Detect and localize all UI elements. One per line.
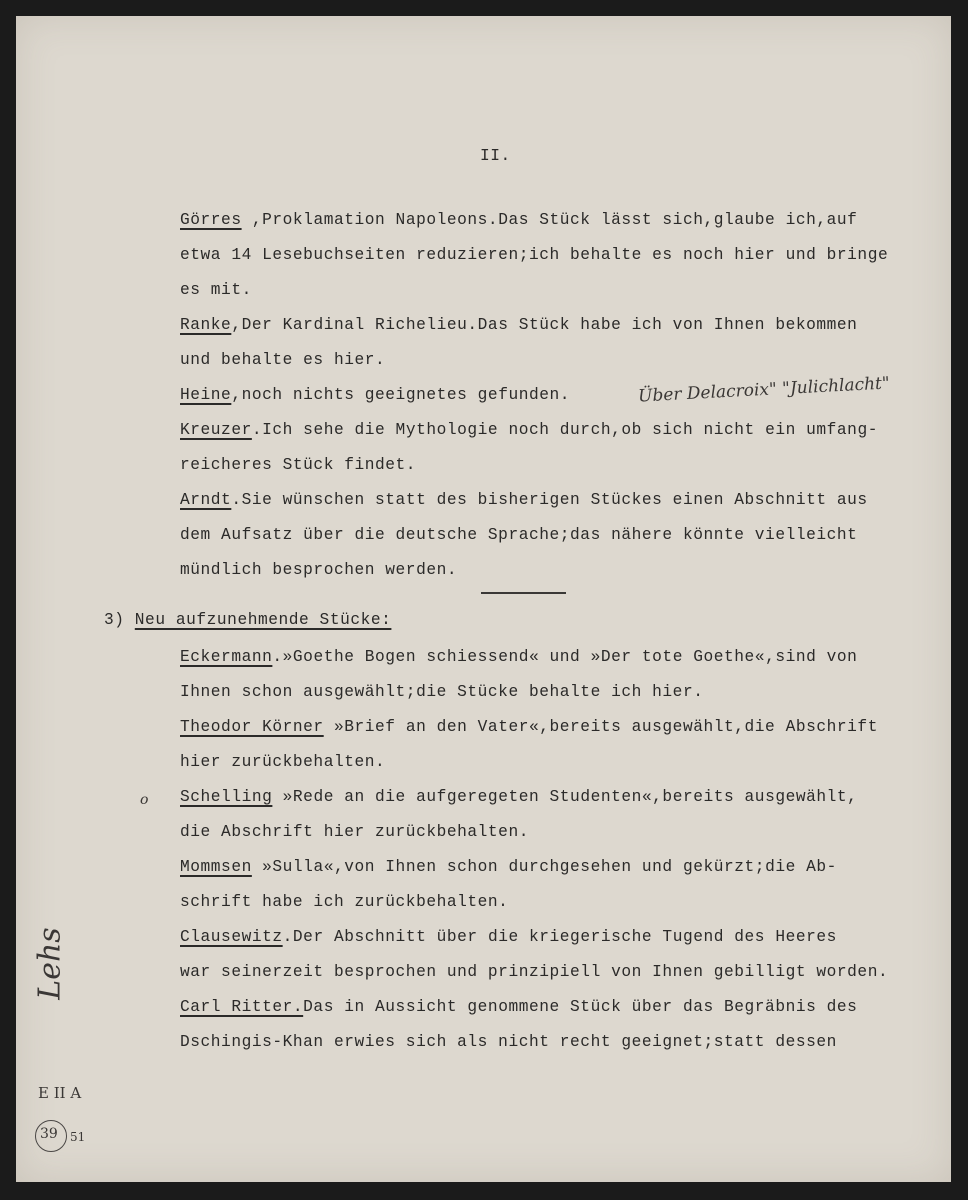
text-line: »Sulla«,von Ihnen schon durchgesehen und gekürzt;die Ab-	[251, 858, 837, 876]
text-line: Dschingis-Khan erwies sich als nicht recht geeignet;statt dessen	[180, 1033, 837, 1051]
text-line: »Brief an den Vater«,bereits ausgewählt,die Abschrift	[323, 718, 878, 736]
text-line: ,Der Kardinal Richelieu.Das Stück habe ich von Ihnen bekommen	[231, 316, 858, 334]
text-line: es mit.	[180, 281, 252, 299]
author-heading: Schelling	[180, 788, 273, 806]
page-number: II.	[480, 147, 511, 165]
author-heading: Heine	[180, 386, 232, 404]
author-heading: Theodor Körner	[180, 718, 324, 736]
text-line: war seinerzeit besprochen und prinzipiell von Ihnen gebilligt worden.	[180, 963, 889, 981]
author-heading: Mommsen	[180, 858, 252, 876]
text-line: Ihnen schon ausgewählt;die Stücke behalte ich hier.	[180, 683, 704, 701]
text-line: »Rede an die aufgeregeten Studenten«,bereits ausgewählt,	[272, 788, 858, 806]
document-page	[16, 16, 951, 1182]
text-line: die Abschrift hier zurückbehalten.	[180, 823, 529, 841]
text-line: Das in Aussicht genommene Stück über das Begräbnis des	[303, 998, 858, 1016]
text-line: mündlich besprochen werden.	[180, 561, 458, 579]
author-heading: Eckermann	[180, 648, 273, 666]
margin-pencil-note: Lehs	[32, 927, 68, 1000]
archive-code: E II A	[38, 1084, 82, 1102]
section-divider	[481, 592, 566, 594]
author-heading: Görres	[180, 211, 242, 229]
text-line: und behalte es hier.	[180, 351, 386, 369]
author-heading: Kreuzer	[180, 421, 252, 439]
text-line: .Sie wünschen statt des bisherigen Stückes einen Abschnitt aus	[231, 491, 868, 509]
handwritten-note: Über Delacroix" "Julichlacht"	[637, 373, 891, 407]
text-line: reicheres Stück findet.	[180, 456, 417, 474]
text-line: .»Goethe Bogen schiessend« und »Der tote Goethe«,sind von	[272, 648, 858, 666]
text-line: hier zurückbehalten.	[180, 753, 386, 771]
archive-number: 39	[40, 1126, 58, 1142]
text-line: dem Aufsatz über die deutsche Sprache;das nähere könnte vielleicht	[180, 526, 858, 544]
author-heading: Clausewitz	[180, 928, 283, 946]
section-title: Neu aufzunehmende Stücke:	[134, 611, 392, 629]
text-line: ,noch nichts geeignetes gefunden.	[231, 386, 571, 404]
section-number: 3)	[104, 611, 125, 629]
text-line: schrift habe ich zurückbehalten.	[180, 893, 509, 911]
section-heading	[104, 612, 391, 628]
author-heading: Ranke	[180, 316, 232, 334]
text-line: .Ich sehe die Mythologie noch durch,ob sich nicht ein umfang-	[251, 421, 878, 439]
author-heading: Arndt	[180, 491, 232, 509]
text-line: ,Proklamation Napoleons.Das Stück lässt sich,glaube ich,auf	[241, 211, 858, 229]
author-heading: Carl Ritter.	[180, 998, 304, 1016]
text-line: .Der Abschnitt über die kriegerische Tugend des Heeres	[282, 928, 837, 946]
archive-folio: 51	[70, 1130, 86, 1144]
text-line: etwa 14 Lesebuchseiten reduzieren;ich behalte es noch hier und bringe	[180, 246, 889, 264]
margin-mark: o	[140, 792, 149, 808]
